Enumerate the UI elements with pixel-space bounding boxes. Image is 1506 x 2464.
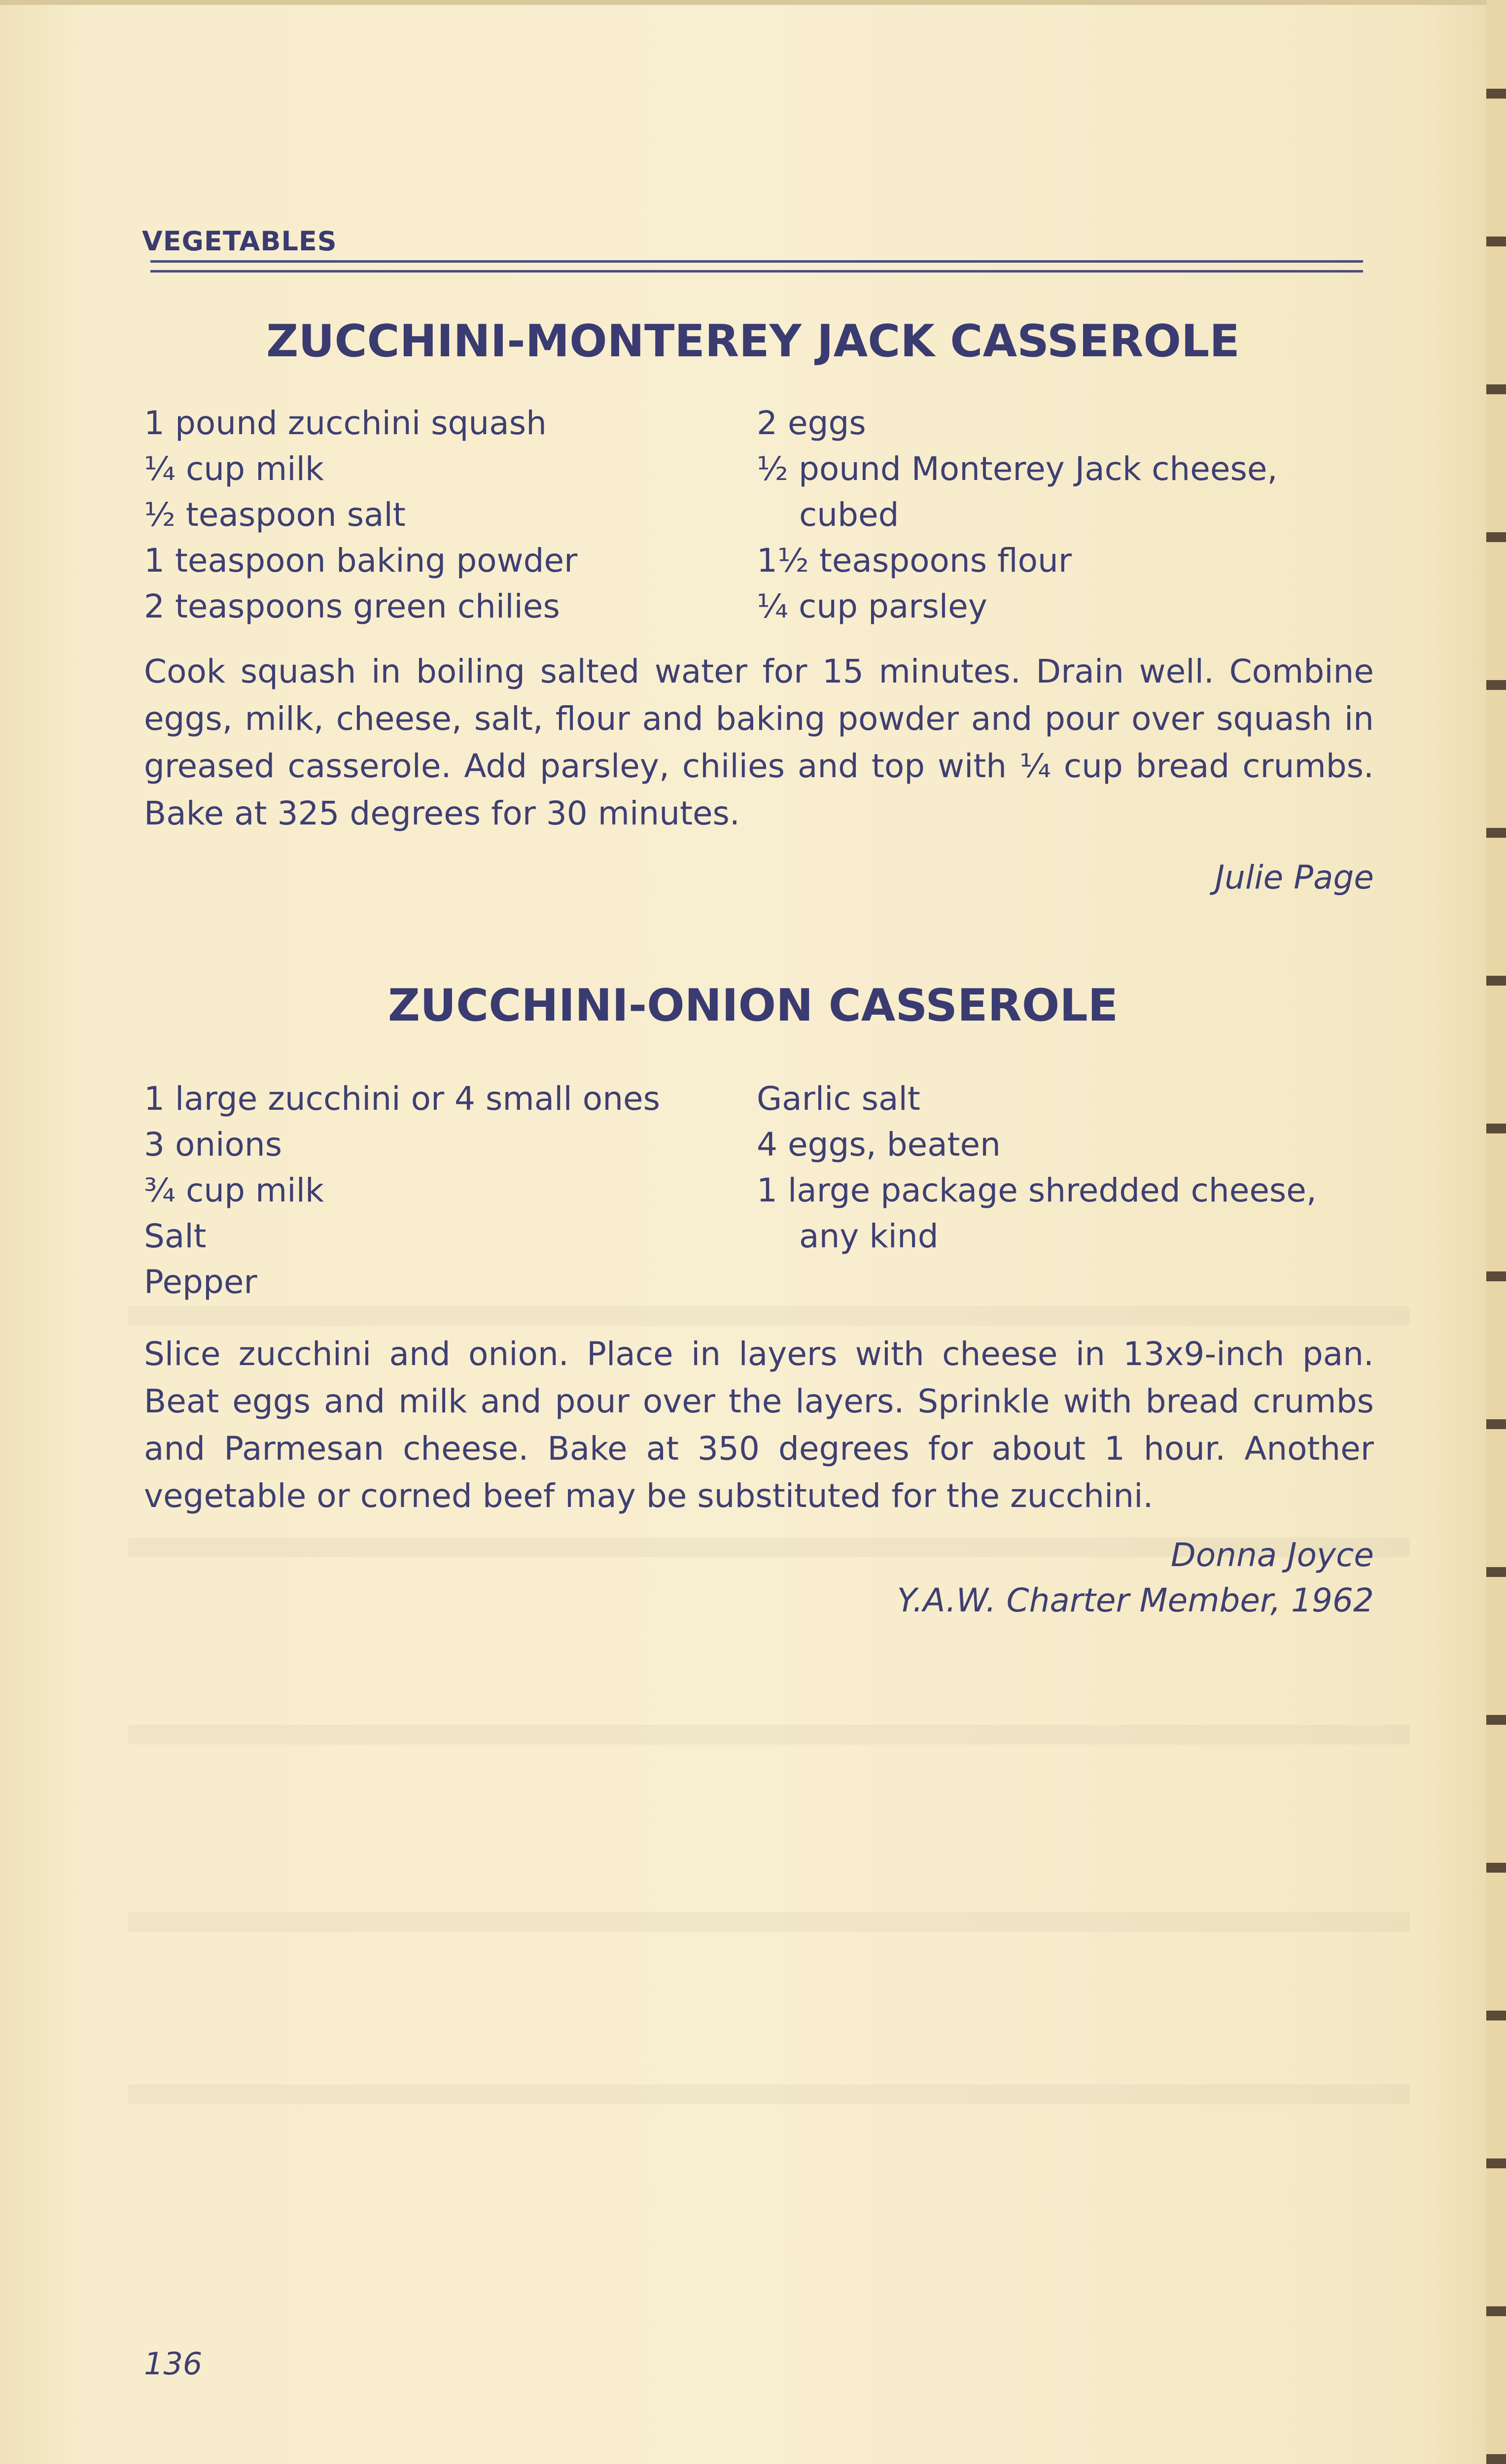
ingredient: 1 teaspoon baking powder (144, 542, 578, 580)
ingredient: ¼ cup parsley (757, 587, 987, 625)
ingredient: cubed (799, 496, 899, 534)
ingredient: 2 teaspoons green chilies (144, 587, 560, 625)
credit-line: Y.A.W. Charter Member, 1962 (897, 1581, 1374, 1619)
bleed-through (128, 1725, 1410, 1745)
recipe-title: ZUCCHINI-MONTEREY JACK CASSEROLE (266, 315, 1240, 367)
recipe-credit (1215, 855, 1374, 900)
ingredient: ½ teaspoon salt (144, 496, 406, 534)
ingredients-right (757, 1076, 1317, 1259)
recipe-directions: Cook squash in boiling salted water for 15 minutes. Drain well. Combine eggs, milk, cheese, salt, flour and baking powder and pour over squash in greased casserole. Add parsley, chilies and top with ¼ cup bread crumbs. Bake at 325 degrees for 30 minutes. (144, 652, 1374, 832)
recipe-title: ZUCCHINI-ONION CASSEROLE (387, 980, 1119, 1031)
ingredient: 1 pound zucchini squash (144, 404, 547, 442)
ingredients-right (757, 400, 1277, 629)
page-top-edge (0, 0, 1486, 5)
section-heading: VEGETABLES (142, 226, 337, 257)
ingredient: 1½ teaspoons flour (757, 542, 1072, 580)
page-number: 136 (144, 2346, 203, 2382)
bleed-through (128, 2085, 1410, 2104)
recipe-directions: Slice zucchini and onion. Place in layers with cheese in 13x9-inch pan. Beat eggs and milk and pour over the layers. Sprinkle with bread crumbs and Parmesan cheese. Bake at 350 degrees for about 1 hour. Another vegetable or corned beef may be substituted for the zucchini. (144, 1335, 1374, 1515)
ingredient: ¾ cup milk (144, 1171, 324, 1209)
ingredient: 1 large zucchini or 4 small ones (144, 1080, 661, 1118)
ingredient: Salt (144, 1217, 207, 1255)
header-rule (150, 260, 1363, 263)
header-rule (150, 270, 1363, 273)
spiral-binding (1486, 0, 1506, 2464)
ingredient: ¼ cup milk (144, 450, 324, 488)
credit-line: Donna Joyce (1170, 1536, 1374, 1574)
ingredient: Garlic salt (757, 1080, 920, 1118)
credit-line: Julie Page (1215, 858, 1374, 896)
ingredients-left (144, 1076, 660, 1305)
ingredient: any kind (799, 1217, 939, 1255)
ingredient: 2 eggs (757, 404, 866, 442)
ingredient: 1 large package shredded cheese, (757, 1171, 1317, 1209)
ingredient: ½ pound Monterey Jack cheese, (757, 450, 1278, 488)
bleed-through (128, 1306, 1410, 1326)
ingredients-left (144, 400, 577, 629)
ingredient: 3 onions (144, 1126, 282, 1164)
bleed-through (128, 1912, 1410, 1932)
ingredient: 4 eggs, beaten (757, 1126, 1001, 1164)
ingredient: Pepper (144, 1263, 257, 1301)
recipe-credit (897, 1533, 1374, 1623)
